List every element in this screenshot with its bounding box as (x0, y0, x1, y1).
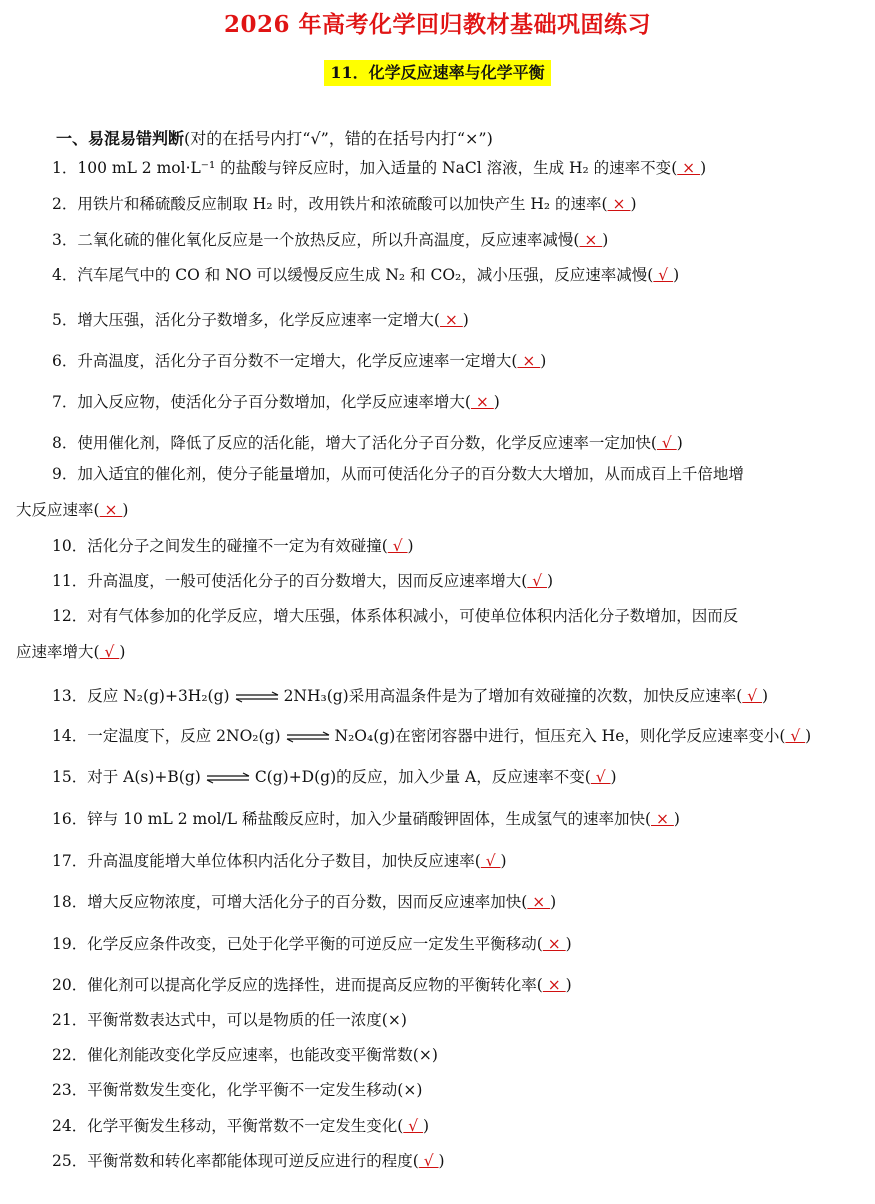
answer-mark: × (517, 352, 541, 370)
answer-bracket: ( × ) (573, 231, 609, 249)
question-text: 催化剂可以提高化学反应的选择性，进而提高反应物的平衡转化率 (87, 976, 537, 994)
question-item (16, 807, 862, 832)
question-item (16, 890, 862, 915)
question-number: 4． (52, 266, 78, 284)
question-item (16, 1043, 862, 1068)
question-item (16, 534, 862, 559)
answer-mark: × (439, 311, 463, 329)
answer-mark: × (651, 810, 674, 828)
question-number: 19． (52, 935, 88, 953)
answer-bracket: (×) (412, 1046, 438, 1064)
question-line (16, 1043, 862, 1068)
question-line (16, 849, 862, 874)
question-line (16, 534, 862, 559)
answer-mark: √ (653, 266, 674, 284)
answer-bracket: (×) (381, 1011, 407, 1029)
question-item (16, 349, 862, 374)
question-line (16, 807, 862, 832)
question-number: 21． (52, 1011, 88, 1029)
answer-mark: √ (785, 727, 806, 745)
question-number: 9． (52, 465, 78, 483)
answer-bracket: ( √ ) (647, 266, 680, 284)
section-instruction: (对的在括号内打“√”，错的在括号内打“×”) (184, 129, 493, 148)
answer-bracket: ( × ) (521, 893, 557, 911)
question-text: 汽车尾气中的 CO 和 NO 可以缓慢反应生成 N₂ 和 CO₂，减小压强，反应速率减慢 (77, 266, 648, 284)
question-number: 3． (52, 231, 78, 249)
answer-mark: √ (403, 1117, 424, 1135)
question-item (16, 849, 862, 874)
question-item (16, 431, 862, 456)
question-number: 13． (52, 687, 88, 705)
answer-bracket: ( × ) (536, 976, 572, 994)
question-number: 23． (52, 1081, 88, 1099)
answer-bracket: ( √ ) (412, 1152, 445, 1170)
answer-bracket: ( √ ) (584, 768, 617, 786)
question-item (16, 765, 862, 790)
answer-mark: × (99, 501, 123, 519)
question-number: 6． (52, 352, 78, 370)
question-line (16, 973, 862, 998)
question-item (16, 1008, 862, 1033)
question-line (16, 1078, 862, 1103)
question-item (16, 1149, 862, 1174)
question-text: 对于 A(s)+B(g) (87, 768, 201, 786)
question-item (16, 684, 862, 709)
question-text: 平衡常数和转化率都能体现可逆反应进行的程度 (87, 1152, 413, 1170)
answer-mark: × (403, 1081, 417, 1099)
answer-bracket: ( × ) (93, 501, 129, 519)
answer-mark: √ (480, 852, 501, 870)
answer-mark: √ (527, 572, 548, 590)
question-number: 24． (52, 1117, 88, 1135)
question-number: 25． (52, 1152, 88, 1170)
answer-bracket: ( √ ) (650, 434, 683, 452)
question-number: 7． (52, 393, 78, 411)
question-text: 升高温度，活化分子百分数不一定增大，化学反应速率一定增大 (77, 352, 512, 370)
question-item (16, 932, 862, 957)
answer-bracket: ( × ) (671, 159, 707, 177)
answer-bracket: ( √ ) (93, 643, 126, 661)
question-line (16, 1008, 862, 1033)
question-text-cont: C(g)+D(g)的反应，加入少量 A，反应速率不变 (254, 768, 585, 786)
question-number: 17． (52, 852, 88, 870)
section-label: 一、易混易错判断 (56, 129, 185, 148)
question-number: 12． (52, 607, 88, 625)
question-item (16, 973, 862, 998)
question-item (16, 569, 862, 594)
question-line (16, 724, 862, 749)
question-line (16, 932, 862, 957)
question-line (16, 1149, 862, 1174)
equilibrium-arrow-icon (205, 772, 251, 784)
question-line (16, 684, 862, 709)
question-line (16, 228, 862, 253)
answer-mark: × (387, 1011, 401, 1029)
answer-mark: √ (418, 1152, 439, 1170)
question-number: 8． (52, 434, 78, 452)
question-item (16, 308, 862, 333)
answer-mark: × (542, 976, 566, 994)
answer-mark: √ (99, 643, 120, 661)
question-item (16, 462, 862, 487)
question-text: 二氧化硫的催化氧化反应是一个放热反应，所以升高温度，反应速率减慢 (77, 231, 574, 249)
question-item (16, 228, 862, 253)
question-text: 锌与 10 mL 2 mol/L 稀盐酸反应时，加入少量硝酸钾固体，生成氢气的速率加快 (87, 810, 645, 828)
question-item (16, 390, 862, 415)
question-text: 平衡常数表达式中，可以是物质的任一浓度 (87, 1011, 382, 1029)
answer-bracket: ( × ) (464, 393, 500, 411)
answer-bracket: ( √ ) (779, 727, 812, 745)
question-text: 增大反应物浓度，可增大活化分子的百分数，因而反应速率加快 (87, 893, 522, 911)
question-number: 1． (52, 159, 78, 177)
answer-bracket: ( √ ) (736, 687, 769, 705)
question-text: 升高温度能增大单位体积内活化分子数目，加快反应速率 (87, 852, 475, 870)
question-line (16, 765, 862, 790)
question-text: 对有气体参加的化学反应，增大压强，体系体积减小，可使单位体积内活化分子数增加，因而反 (87, 607, 739, 625)
question-text: 加入反应物，使活化分子百分数增加，化学反应速率增大 (77, 393, 465, 411)
answer-mark: × (418, 1046, 432, 1064)
answer-bracket: ( √ ) (521, 572, 554, 590)
question-number: 15． (52, 768, 88, 786)
question-number: 11． (52, 572, 88, 590)
question-item (16, 263, 862, 288)
answer-mark: √ (387, 537, 408, 555)
question-line (16, 390, 862, 415)
question-number: 14． (52, 727, 88, 745)
question-text: 活化分子之间发生的碰撞不一定为有效碰撞 (87, 537, 382, 555)
question-item (16, 724, 862, 749)
answer-mark: √ (656, 434, 677, 452)
question-line (16, 156, 862, 181)
question-text: 100 mL 2 mol·L⁻¹ 的盐酸与锌反应时，加入适量的 NaCl 溶液，生成 H₂ 的速率不变 (77, 159, 672, 177)
question-text-wrapped: 应速率增大 (16, 643, 94, 661)
question-item (16, 192, 862, 217)
question-item (16, 1078, 862, 1103)
answer-bracket: ( √ ) (381, 537, 414, 555)
answer-mark: √ (590, 768, 611, 786)
answer-mark: × (527, 893, 551, 911)
section-heading (56, 126, 493, 149)
answer-mark: × (677, 159, 701, 177)
question-text: 平衡常数发生变化，化学平衡不一定发生移动 (87, 1081, 398, 1099)
question-line (16, 192, 862, 217)
answer-bracket: ( × ) (536, 935, 572, 953)
question-text: 一定温度下，反应 2NO₂(g) (87, 727, 281, 745)
document-title: 2026 年高考化学回归教材基础巩固练习 (223, 11, 652, 38)
answer-bracket: ( × ) (511, 352, 547, 370)
question-text-cont: N₂O₄(g)在密闭容器中进行，恒压充入 He，则化学反应速率变小 (334, 727, 780, 745)
question-line (16, 1114, 862, 1139)
question-item (16, 1114, 862, 1139)
answer-bracket: ( √ ) (397, 1117, 430, 1135)
question-line (16, 431, 862, 456)
question-text-cont: 2NH₃(g)采用高温条件是为了增加有效碰撞的次数，加快反应速率 (283, 687, 737, 705)
equilibrium-arrow-icon (285, 731, 331, 743)
answer-mark: × (607, 195, 631, 213)
question-text: 增大压强，活化分子数增多，化学反应速率一定增大 (77, 311, 434, 329)
question-number: 2． (52, 195, 78, 213)
answer-mark: × (542, 935, 566, 953)
question-item (16, 156, 862, 181)
question-line (16, 349, 862, 374)
question-text: 加入适宜的催化剂，使分子能量增加，从而可使活化分子的百分数大大增加，从而成百上千倍地增 (77, 465, 744, 483)
answer-bracket: ( √ ) (474, 852, 507, 870)
question-number: 22． (52, 1046, 88, 1064)
question-line (16, 263, 862, 288)
question-item (16, 604, 862, 629)
question-line (16, 569, 862, 594)
question-line (16, 308, 862, 333)
question-number: 5． (52, 311, 78, 329)
answer-bracket: (×) (397, 1081, 423, 1099)
question-text: 升高温度，一般可使活化分子的百分数增大，因而反应速率增大 (87, 572, 522, 590)
question-text-wrapped: 大反应速率 (16, 501, 94, 519)
section-subtitle: 11．化学反应速率与化学平衡 (324, 60, 550, 86)
answer-mark: × (579, 231, 603, 249)
answer-mark: √ (742, 687, 763, 705)
question-line-wrapped (16, 498, 862, 523)
answer-mark: × (470, 393, 494, 411)
question-line (16, 604, 862, 629)
question-text: 使用催化剂，降低了反应的活化能，增大了活化分子百分数，化学反应速率一定加快 (77, 434, 651, 452)
answer-bracket: ( × ) (433, 311, 469, 329)
answer-bracket: ( × ) (601, 195, 637, 213)
question-line-wrapped (16, 640, 862, 665)
question-line (16, 462, 862, 487)
question-number: 20． (52, 976, 88, 994)
question-line (16, 890, 862, 915)
question-number: 18． (52, 893, 88, 911)
question-text: 反应 N₂(g)+3H₂(g) (87, 687, 230, 705)
question-number: 10． (52, 537, 88, 555)
question-number: 16． (52, 810, 88, 828)
equilibrium-arrow-icon (234, 691, 280, 703)
answer-bracket: ( × ) (644, 810, 680, 828)
question-text: 用铁片和稀硫酸反应制取 H₂ 时，改用铁片和浓硫酸可以加快产生 H₂ 的速率 (77, 195, 602, 213)
question-text: 化学平衡发生移动，平衡常数不一定发生变化 (87, 1117, 398, 1135)
question-text: 催化剂能改变化学反应速率，也能改变平衡常数 (87, 1046, 413, 1064)
question-text: 化学反应条件改变，已处于化学平衡的可逆反应一定发生平衡移动 (87, 935, 537, 953)
subtitle-wrap (0, 60, 875, 86)
